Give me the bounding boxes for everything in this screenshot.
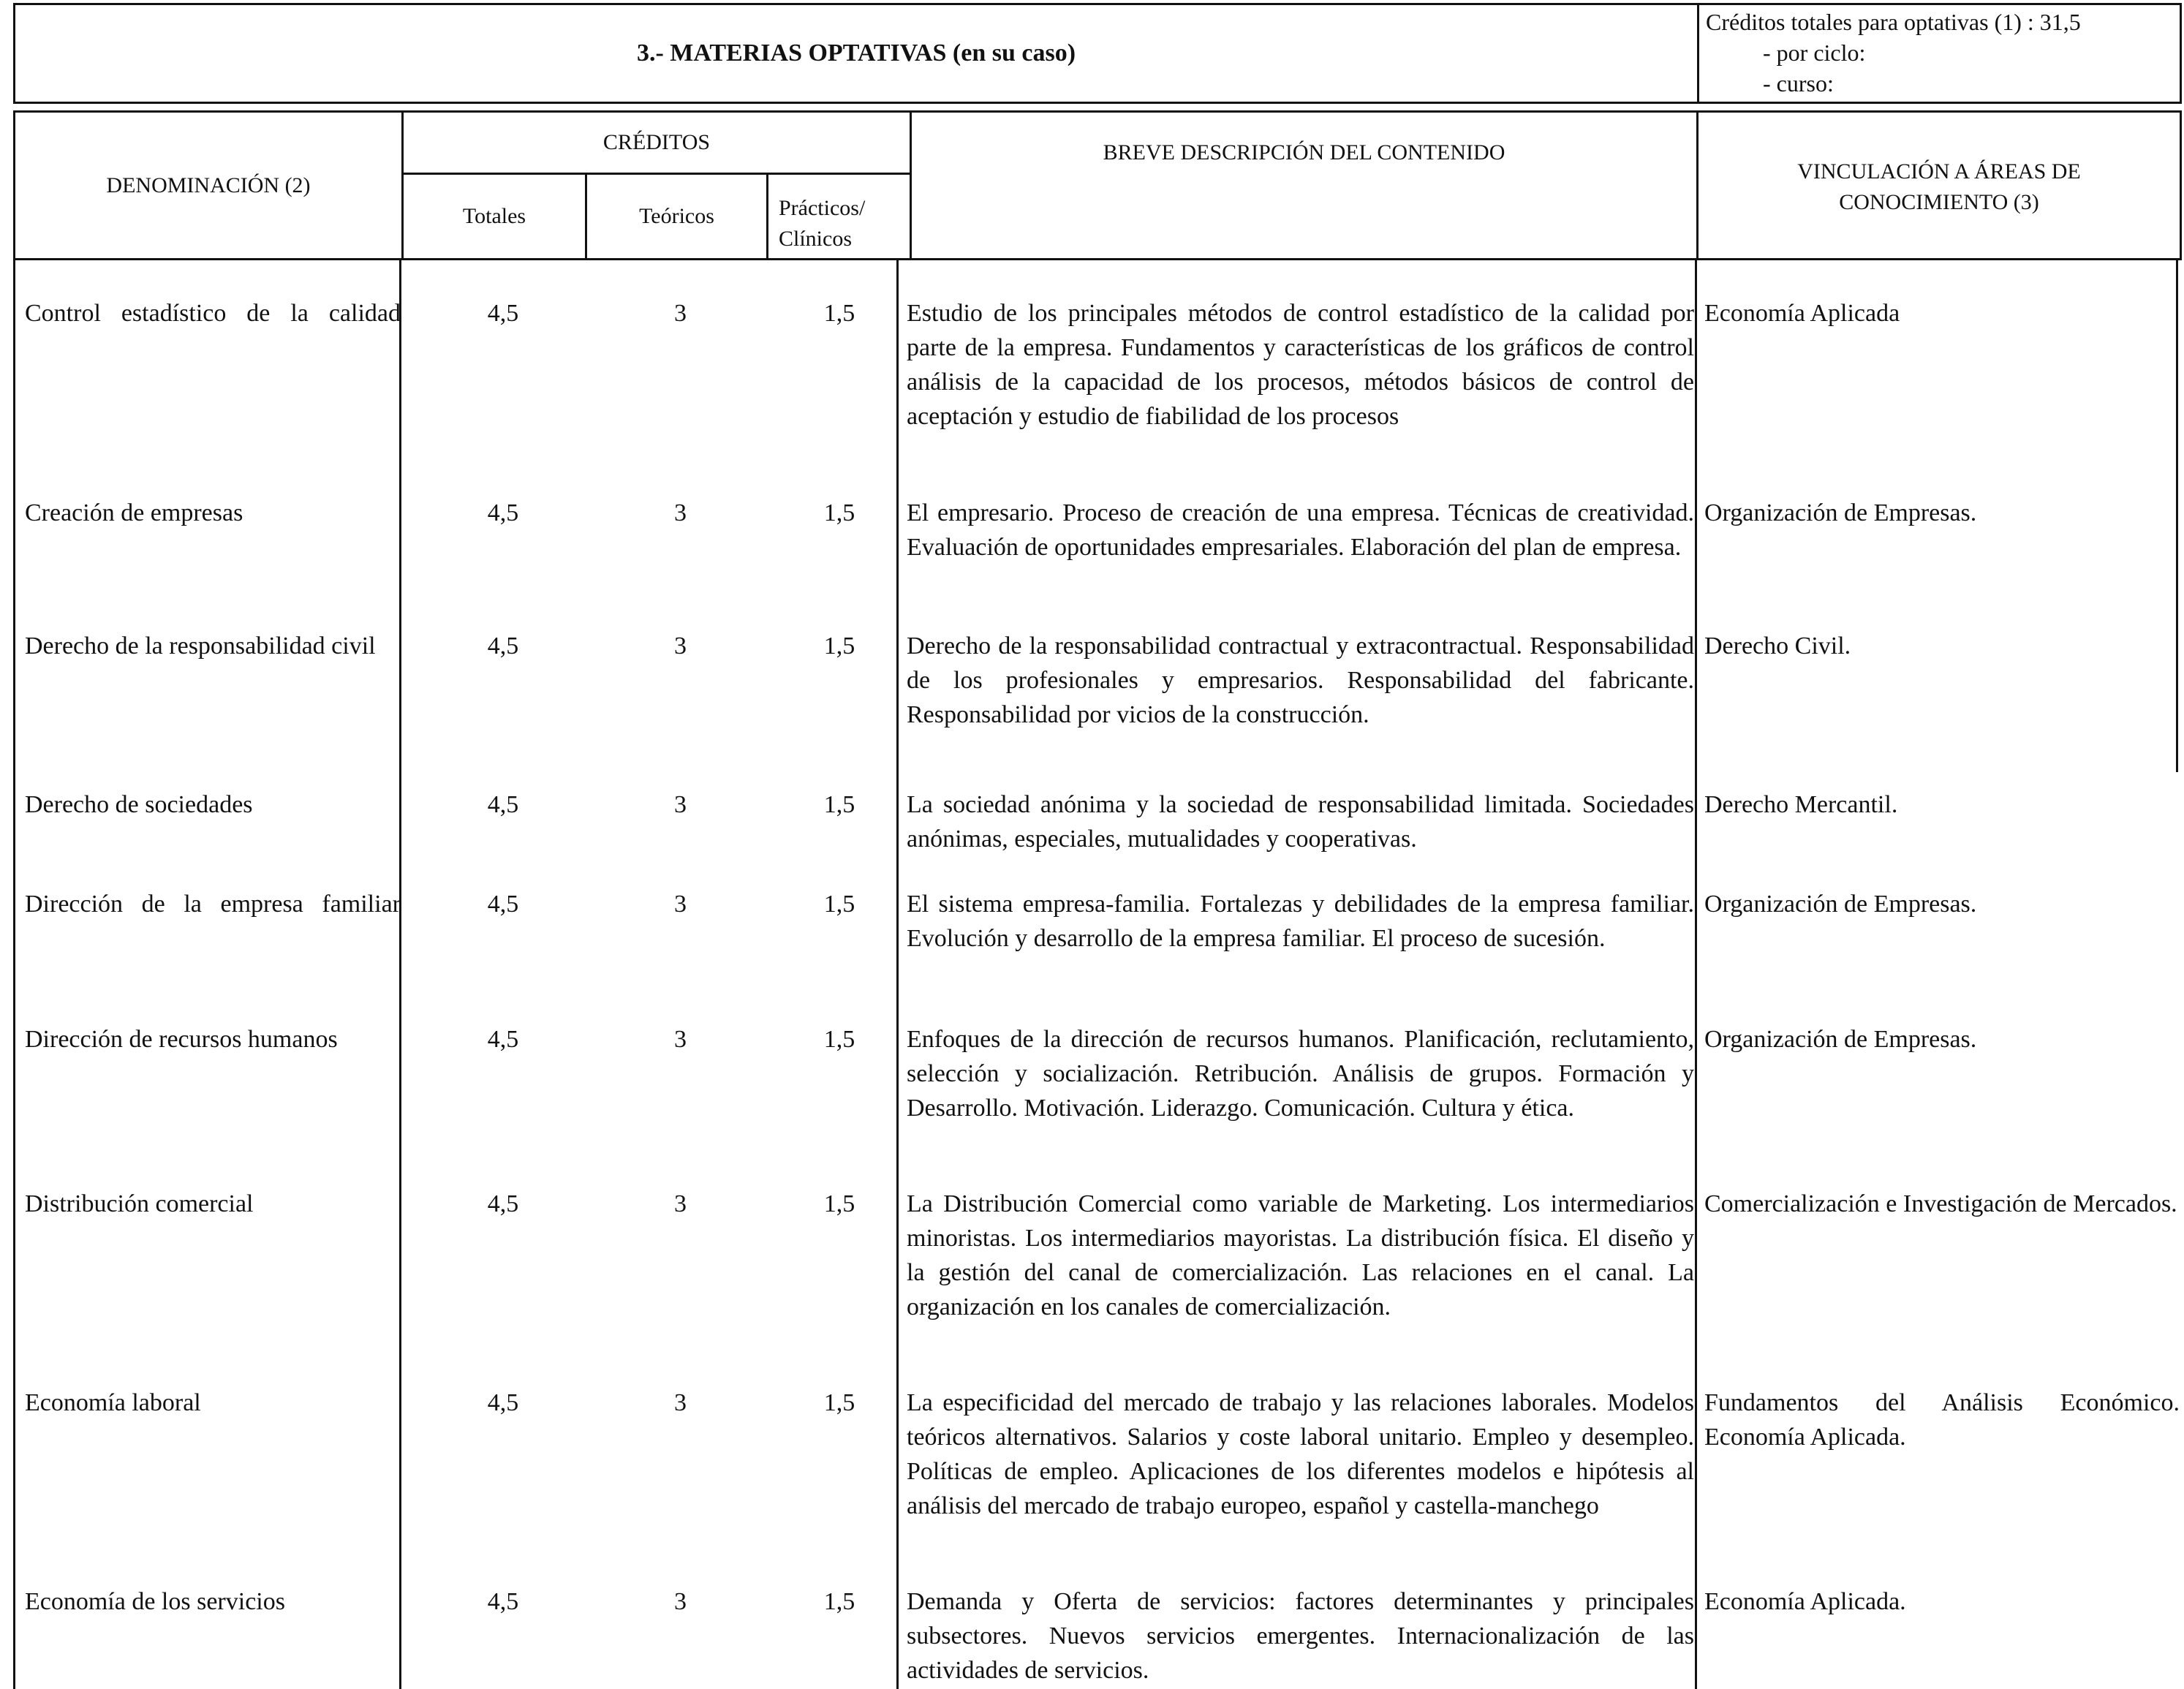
credits-practicos: 1,5 (823, 1389, 855, 1416)
credits-teoricos: 3 (674, 1588, 687, 1615)
subject-name: Distribución comercial (25, 1190, 254, 1217)
rule-name (399, 260, 401, 1689)
subject-description: Demanda y Oferta de servicios: factores determinantes y principales subsectores. Nuevos servicios emergentes. Internacionalización de las actividades de servicios. (907, 1588, 1694, 1684)
subject-description: Enfoques de la dirección de recursos humanos. Planificación, reclutamiento, selección y socialización. Retribución. Análisis de grupos. Formación y Desarrollo. Motivación. Liderazgo. Comunicación. Cultura y ética. (907, 1026, 1694, 1122)
credits-totales: 4,5 (487, 1026, 519, 1053)
credits-practicos: 1,5 (823, 1588, 855, 1615)
knowledge-area: Derecho Civil. (1704, 632, 1851, 660)
credits-practicos: 1,5 (823, 300, 855, 327)
subject-name: Dirección de recursos humanos (25, 1026, 338, 1053)
col-denominacion: DENOMINACIÓN (2) (106, 173, 311, 197)
credits-summary (1706, 7, 2180, 99)
col-totales: Totales (462, 204, 526, 228)
col-divider (910, 113, 912, 258)
subject-description: La Distribución Comercial como variable de Marketing. Los intermediarios minoristas. Los intermediarios mayoristas. La distribución física. El diseño y la gestión del canal de comercialización. Las relaciones en el canal. La organización en los canales de comercialización. (907, 1190, 1694, 1320)
credits-per-course: - curso: (1763, 70, 1834, 97)
subject-name: Economía de los servicios (25, 1588, 285, 1615)
creditos-underline (401, 173, 912, 175)
rule-desc-right (1695, 260, 1697, 1689)
subject-description: Derecho de la responsabilidad contractual y extracontractual. Responsabilidad de los profesionales y empresarios. Responsabilidad del fabricante. Responsabilidad por vicios de la construcción. (907, 632, 1694, 728)
credits-teoricos: 3 (674, 891, 687, 918)
credits-teoricos: 3 (674, 1190, 687, 1217)
rule-desc-left (896, 260, 899, 1689)
col-practicos: Prácticos/ Clínicos (779, 196, 866, 251)
subject-description: El empresario. Proceso de creación de una empresa. Técnicas de creatividad. Evaluación de oportunidades empresariales. Elaboración del plan de empresa. (907, 499, 1694, 561)
credits-practicos: 1,5 (823, 891, 855, 918)
credits-practicos: 1,5 (823, 1190, 855, 1217)
credits-totales: 4,5 (487, 300, 519, 327)
subject-name: Dirección de la empresa familiar (25, 891, 401, 918)
knowledge-area: Organización de Empresas. (1704, 1026, 1977, 1053)
knowledge-area: Economía Aplicada. (1704, 1588, 1906, 1615)
credits-totales: 4,5 (487, 1588, 519, 1615)
subject-name: Derecho de la responsabilidad civil (25, 632, 376, 660)
credits-teoricos: 3 (674, 1026, 687, 1053)
col-vinculacion: VINCULACIÓN A ÁREAS DE CONOCIMIENTO (3) (1797, 159, 2081, 214)
knowledge-area: Fundamentos del Análisis Económico. Economía Aplicada. (1704, 1389, 2180, 1451)
knowledge-area: Derecho Mercantil. (1704, 791, 1898, 818)
col-divider (766, 173, 768, 258)
section-title: 3.- MATERIAS OPTATIVAS (en su caso) (636, 39, 1076, 67)
col-divider (585, 173, 587, 258)
subject-description: Estudio de los principales métodos de control estadístico de la calidad por parte de la empresa. Fundamentos y características de los gráficos de control análisis de la capacidad de los procesos, métodos básicos de control de aceptación y estudio de fiabilidad de los procesos (907, 300, 1694, 430)
credits-totales: 4,5 (487, 499, 519, 526)
subject-description: La especificidad del mercado de trabajo y las relaciones laborales. Modelos teóricos alternativos. Salarios y coste laboral unitario. Empleo y desempleo. Políticas de empleo. Aplicaciones de los diferentes modelos e hipótesis al análisis del mercado de trabajo europeo, español y castella-manchego (907, 1389, 1694, 1519)
credits-practicos: 1,5 (823, 632, 855, 660)
credits-teoricos: 3 (674, 499, 687, 526)
subject-description: La sociedad anónima y la sociedad de responsabilidad limitada. Sociedades anónimas, especiales, mutualidades y cooperativas. (907, 791, 1694, 853)
credits-totales: 4,5 (487, 1190, 519, 1217)
credits-teoricos: 3 (674, 300, 687, 327)
column-header (13, 110, 2182, 260)
col-descripcion: BREVE DESCRIPCIÓN DEL CONTENIDO (1103, 140, 1505, 165)
credits-teoricos: 3 (674, 1389, 687, 1416)
knowledge-area: Organización de Empresas. (1704, 499, 1977, 526)
col-divider (401, 113, 404, 258)
knowledge-area: Organización de Empresas. (1704, 891, 1977, 918)
col-teoricos: Teóricos (639, 204, 714, 228)
subject-name: Derecho de sociedades (25, 791, 253, 818)
col-creditos: CRÉDITOS (602, 130, 711, 154)
subject-name: Economía laboral (25, 1389, 201, 1416)
credits-practicos: 1,5 (823, 1026, 855, 1053)
subject-name: Creación de empresas (25, 499, 243, 526)
credits-totales: 4,5 (487, 632, 519, 660)
credits-per-cycle: - por ciclo: (1763, 39, 1866, 66)
header-divider (1697, 5, 1699, 102)
credits-total: Créditos totales para optativas (1) : 31,5 (1706, 9, 2081, 35)
credits-totales: 4,5 (487, 891, 519, 918)
subject-description: El sistema empresa-familia. Fortalezas y debilidades de la empresa familiar. Evolución y desarrollo de la empresa familiar. El proceso de sucesión. (907, 891, 1694, 952)
credits-teoricos: 3 (674, 791, 687, 818)
section-header (13, 3, 2182, 104)
credits-totales: 4,5 (487, 1389, 519, 1416)
credits-totales: 4,5 (487, 791, 519, 818)
rule-left (13, 260, 15, 1689)
knowledge-area: Economía Aplicada (1704, 300, 1900, 327)
col-divider (1696, 113, 1699, 258)
credits-practicos: 1,5 (823, 499, 855, 526)
subject-name: Control estadístico de la calidad (25, 300, 401, 327)
knowledge-area: Comercialización e Investigación de Mercados. (1704, 1190, 2177, 1217)
credits-practicos: 1,5 (823, 791, 855, 818)
credits-teoricos: 3 (674, 632, 687, 660)
